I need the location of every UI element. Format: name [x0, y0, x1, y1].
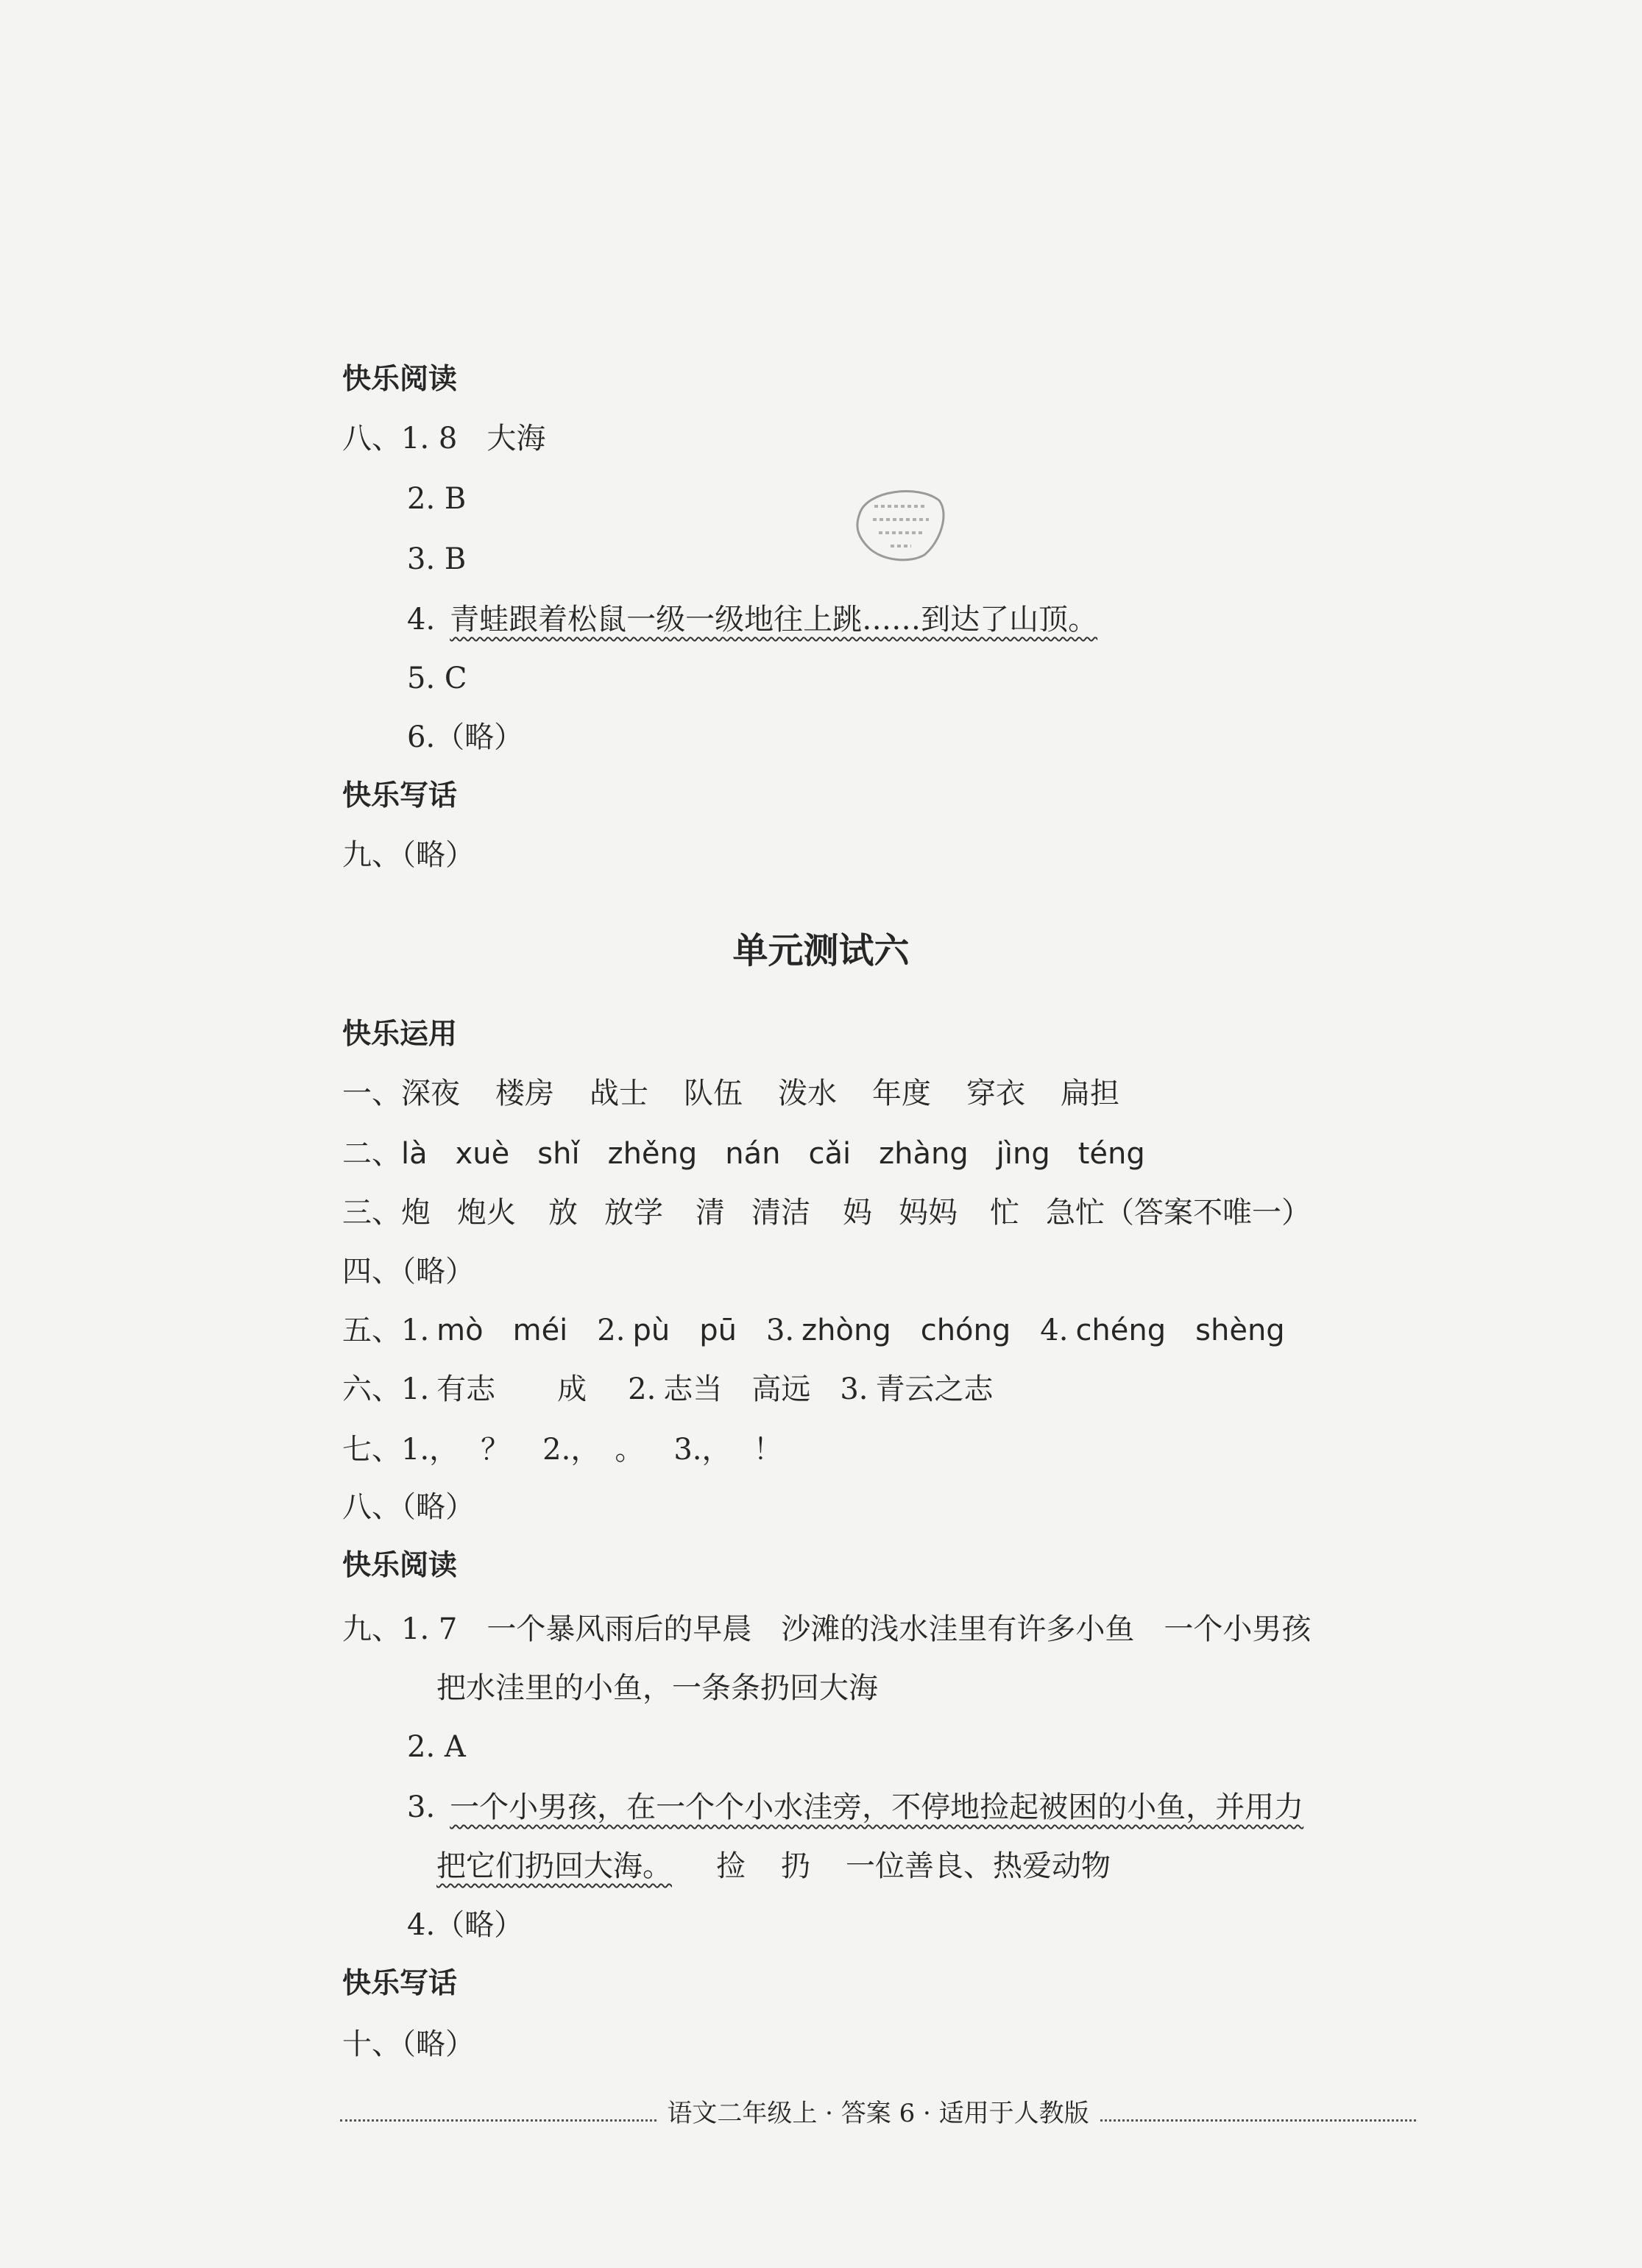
heading-happy-reading: 快乐阅读 [342, 363, 458, 396]
heading-happy-reading-2: 快乐阅读 [342, 1549, 458, 1582]
s2-q9-item3: 3. 一个小男孩，在一个个小水洼旁，不停地捡起被困的小鱼，并用力 [407, 1790, 1304, 1824]
s2-q9-item1-cont: 把水洼里的小鱼，一条条扔回大海 [436, 1671, 878, 1705]
s2-q10: 十、（略） [342, 2027, 475, 2061]
s2-q8: 八、（略） [342, 1490, 475, 1524]
s2-q1: 一、深夜 楼房 战士 队伍 泼水 年度 穿衣 扁担 [342, 1077, 1119, 1110]
q9-answer: 九、（略） [342, 838, 475, 872]
stamp-logo-icon [852, 484, 948, 565]
q8-item1: 八、1. 8 大海 [342, 422, 546, 456]
heading-happy-writing: 快乐写话 [342, 779, 458, 812]
s2-q5: 五、1. mò méi 2. pù pū 3. zhòng chóng 4. chéng shèng [342, 1314, 1285, 1347]
q8-item3: 3. B [407, 542, 467, 576]
page-footer [340, 2094, 1416, 2133]
s2-q7: 七、1.， ？ 2.， 。 3.， ！ [342, 1433, 783, 1467]
q8-item5: 5. C [407, 662, 467, 695]
q8-item2: 2. B [407, 482, 467, 516]
unit-title: 单元测试六 [732, 930, 910, 971]
s2-q4: 四、（略） [342, 1255, 475, 1289]
heading-happy-writing-2: 快乐写话 [342, 1967, 458, 2000]
q8-item6: 6.（略） [407, 720, 524, 754]
s2-q9-item2: 2. A [407, 1730, 466, 1764]
s2-q6: 六、1. 有志 成 2. 志当 高远 3. 青云之志 [342, 1372, 994, 1406]
s2-q9-item3-cont: 把它们扔回大海。 捡 扔 一位善良、热爱动物 [436, 1849, 1111, 1883]
s2-q9-item4: 4.（略） [407, 1908, 524, 1942]
s2-q3: 三、炮 炮火 放 放学 清 清洁 妈 妈妈 忙 急忙（答案不唯一） [342, 1196, 1311, 1230]
footer-text: 语文二年级上 · 答案 6 · 适用于人教版 [657, 2099, 1099, 2128]
q8-item4: 4. 青蛙跟着松鼠一级一级地往上跳……到达了山顶。 [407, 603, 1098, 637]
footer-text-wrap [340, 2094, 1416, 2133]
heading-happy-use: 快乐运用 [342, 1018, 458, 1051]
s2-q9-item1: 九、1. 7 一个暴风雨后的早晨 沙滩的浅水洼里有许多小鱼 一个小男孩 [342, 1612, 1312, 1646]
s2-q2: 二、là xuè shǐ zhěng nán cǎi zhàng jìng téng [342, 1137, 1145, 1171]
